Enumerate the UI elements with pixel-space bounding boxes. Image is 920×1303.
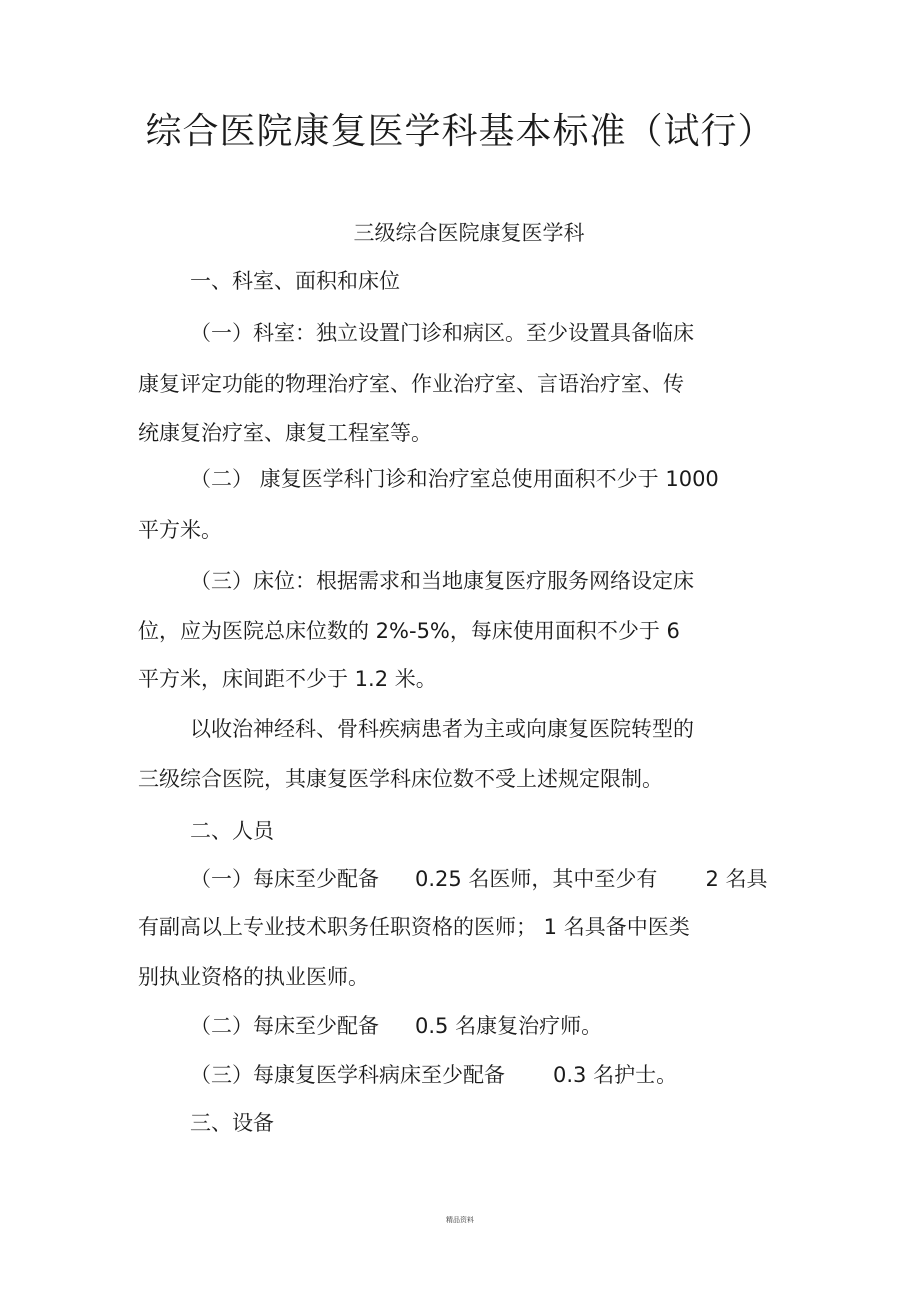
paragraph-line: （一）科室：独立设置门诊和病区。至少设置具备临床 (190, 321, 694, 345)
paragraph-line: 平方米，床间距不少于 1.2 米。 (138, 667, 437, 691)
paragraph-line: （三）床位：根据需求和当地康复医疗服务网络设定床 (190, 569, 694, 593)
paragraph-line: 有副高以上专业技术职务任职资格的医师； 1 名具备中医类 (138, 915, 690, 939)
paragraph-line: 平方米。 (138, 518, 222, 542)
paragraph-line: 别执业资格的执业医师。 (138, 965, 369, 989)
text-segment: 0.5 名康复治疗师。 (415, 1014, 603, 1038)
paragraph-line: 统康复治疗室、康复工程室等。 (138, 421, 432, 445)
heading-staff: 二、人员 (190, 819, 274, 843)
section-subtitle: 三级综合医院康复医学科 (353, 221, 585, 245)
paragraph-line: 以收治神经科、骨科疾病患者为主或向康复医院转型的 (190, 717, 694, 741)
heading-equipment: 三、设备 (190, 1111, 274, 1135)
heading-facilities: 一、科室、面积和床位 (190, 269, 400, 293)
document-title: 综合医院康复医学科基本标准（试行） (145, 111, 775, 152)
paragraph-line (190, 1013, 602, 1039)
text-segment: 0.3 名护士。 (553, 1063, 678, 1087)
text-segment: （二）每床至少配备 (190, 1014, 379, 1038)
page-footer: 精品资料 (446, 1216, 474, 1224)
paragraph-line (190, 1062, 677, 1088)
paragraph-line (190, 866, 767, 892)
text-segment: （一）每床至少配备 (190, 867, 379, 891)
text-segment: 0.25 名医师，其中至少有 (415, 867, 658, 891)
text-segment: 2 名具 (705, 867, 768, 891)
paragraph-line: 三级综合医院，其康复医学科床位数不受上述规定限制。 (138, 767, 663, 791)
text-segment: （三）每康复医学科病床至少配备 (190, 1063, 505, 1087)
paragraph-line: （二） 康复医学科门诊和治疗室总使用面积不少于 1000 (190, 467, 719, 491)
paragraph-line: 位，应为医院总床位数的 2%-5%，每床使用面积不少于 6 (138, 619, 680, 643)
paragraph-line: 康复评定功能的物理治疗室、作业治疗室、言语治疗室、传 (138, 372, 684, 396)
